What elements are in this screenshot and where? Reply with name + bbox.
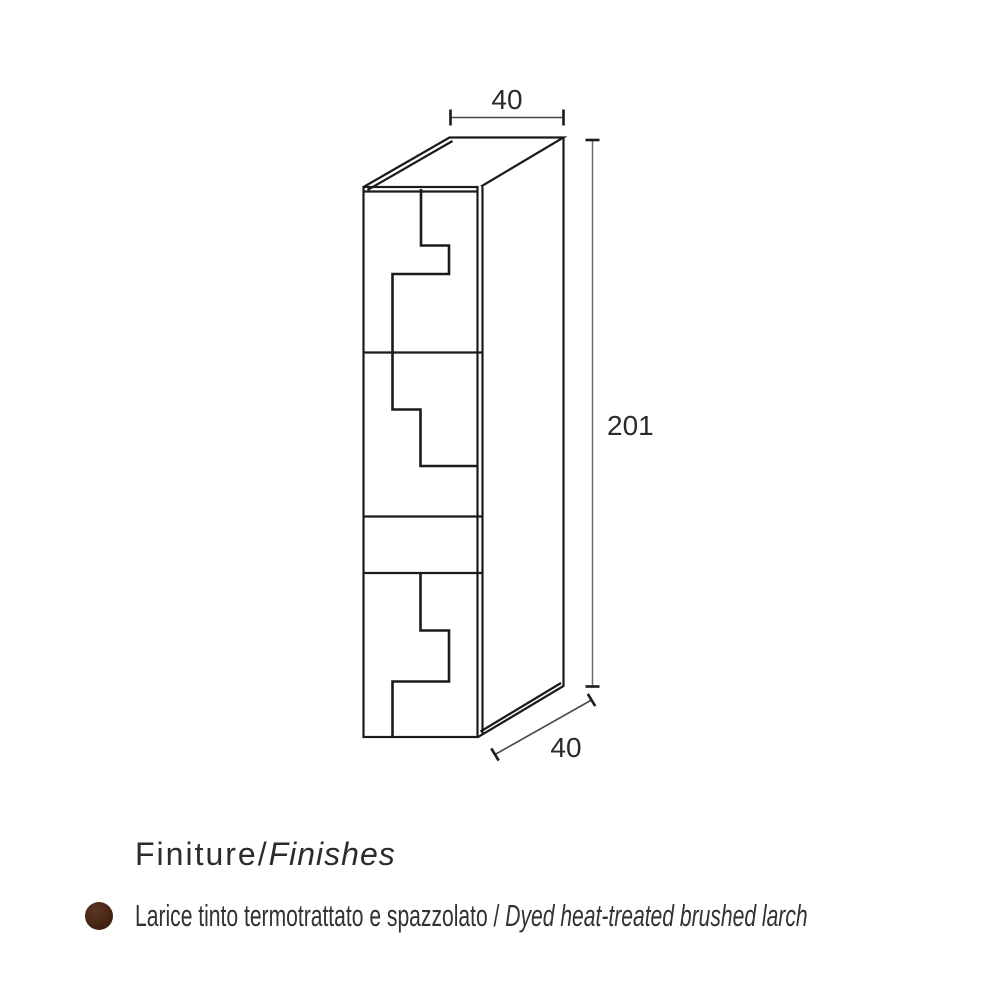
finish-swatch-dyed-larch: [85, 902, 113, 930]
finishes-heading-italian: Finiture/: [135, 836, 269, 872]
finish-label: [135, 898, 808, 934]
height-dimension-label: 201: [607, 410, 654, 441]
door-groove-pattern: [393, 189, 478, 737]
finishes-heading-english: Finishes: [268, 836, 396, 872]
height-dimension: [586, 140, 654, 687]
finishes-heading: [135, 836, 396, 873]
top-width-dimension: [451, 84, 564, 126]
groove-pattern-lower: [393, 573, 450, 737]
finish-option-row: [85, 898, 1000, 934]
depth-dimension-label: 40: [550, 732, 582, 763]
depth-tick-right: [588, 694, 595, 706]
finish-label-english: Dyed heat-treated brushed larch: [505, 898, 808, 933]
cabinet-top-face: [364, 138, 564, 188]
top-width-dimension-label: 40: [491, 84, 523, 115]
groove-pattern-upper: [393, 189, 478, 466]
cabinet-outline: [364, 138, 564, 738]
depth-tick-left: [491, 748, 498, 760]
top-face-inner-edge: [368, 141, 453, 190]
finish-label-italian: Larice tinto termotrattato e spazzolato /: [135, 898, 506, 933]
depth-dimension: [491, 694, 595, 763]
cabinet-side-face: [478, 138, 564, 738]
